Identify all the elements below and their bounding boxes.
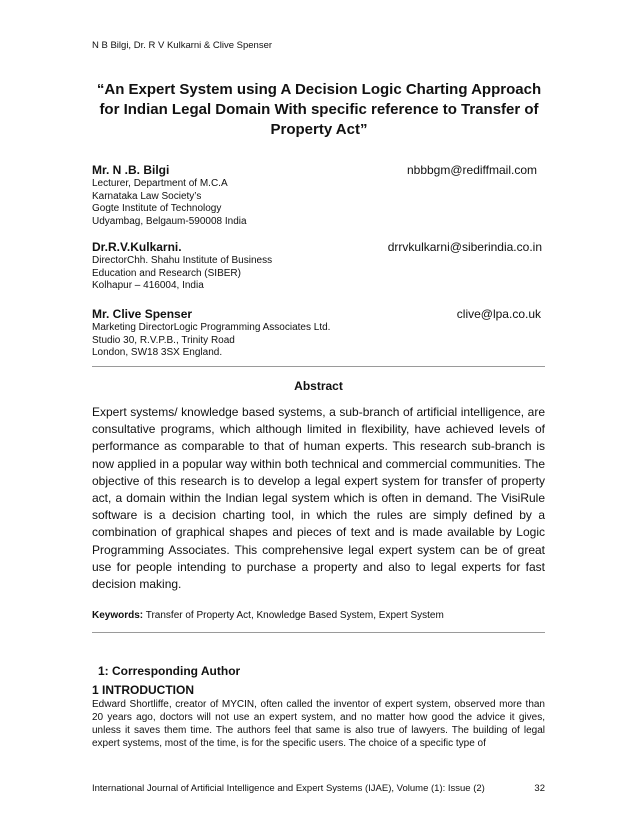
- affiliation-line: Kolhapur – 416004, India: [92, 280, 204, 292]
- footer-page-number: 32: [534, 783, 545, 794]
- affiliation-line: Udyambag, Belgaum-590008 India: [92, 215, 247, 227]
- divider-line: [92, 632, 545, 633]
- affiliation-line: DirectorChh. Shahu Institute of Business: [92, 255, 273, 266]
- abstract-heading: Abstract: [294, 379, 343, 393]
- affiliation-line: Education and Research (SIBER): [92, 267, 241, 279]
- affiliation-line: London, SW18 3SX England.: [92, 347, 223, 359]
- author-email-2: drrvkulkarni@siberindia.co.in: [387, 240, 542, 254]
- introduction-heading: 1 INTRODUCTION: [92, 683, 194, 697]
- author-name-1: Mr. N .B. Bilgi: [92, 163, 170, 177]
- corresponding-author-heading: 1: Corresponding Author: [98, 664, 241, 678]
- author-affiliation-1: [92, 178, 247, 228]
- author-affiliation-3: [92, 322, 330, 360]
- running-header: N B Bilgi, Dr. R V Kulkarni & Clive Spenser: [92, 40, 273, 51]
- author-affiliation-2: [92, 255, 272, 293]
- keywords-text: Transfer of Property Act, Knowledge Based System, Expert System: [145, 610, 444, 621]
- keywords: [92, 610, 444, 621]
- affiliation-line: Gogte Institute of Technology: [92, 203, 222, 215]
- footer-journal: International Journal of Artificial Intelligence and Expert Systems (IJAE), Volume (1): Issue (2): [92, 783, 485, 794]
- introduction-body: Edward Shortliffe, creator of MYCIN, often called the inventor of expert system, observed more than 20 years ago, doctors will not use an expert system, and no matter how good the advice it gives, unless it saves them time. The authors feel that same is also true of lawyers. The building of legal expert systems, most of the time, is for the specific users. The choice of a specific type of: [92, 699, 545, 749]
- divider-line: [92, 366, 545, 367]
- author-name-3: Mr. Clive Spenser: [92, 307, 193, 321]
- paper-title: “An Expert System using A Decision Logic Charting Approach for Indian Legal Domain With specific reference to Transfer of Property Act”: [96, 81, 542, 138]
- author-email-1: nbbbgm@rediffmail.com: [406, 163, 537, 177]
- affiliation-line: Marketing DirectorLogic Programming Associates Ltd.: [92, 322, 331, 333]
- affiliation-line: Lecturer, Department of M.C.A: [92, 178, 228, 189]
- author-name-2: Dr.R.V.Kulkarni.: [92, 240, 182, 254]
- keywords-label: Keywords:: [92, 610, 144, 621]
- abstract-body: Expert systems/ knowledge based systems, a sub-branch of artificial intelligence, are consultative programs, which although limited in flexibility, have achieved levels of performance as comparable to that of human experts. This research sub-branch is now applied in a popular way within both technical and commercial communities. The objective of this research is to develop a legal expert system for transfer of property act, a domain within the Indian legal system which is often in demand. The VisiRule software is a decision charting tool, in which the rules are simply defined by a combination of graphical shapes and pieces of text and is made available by Logic Programming Associates. This comprehensive legal expert system can be of great use for people intending to purchase a property and also to legal experts for fast decision making.: [92, 405, 545, 592]
- author-email-3: clive@lpa.co.uk: [456, 307, 541, 321]
- affiliation-line: Karnataka Law Society’s: [92, 190, 202, 202]
- affiliation-line: Studio 30, R.V.P.B., Trinity Road: [92, 334, 235, 346]
